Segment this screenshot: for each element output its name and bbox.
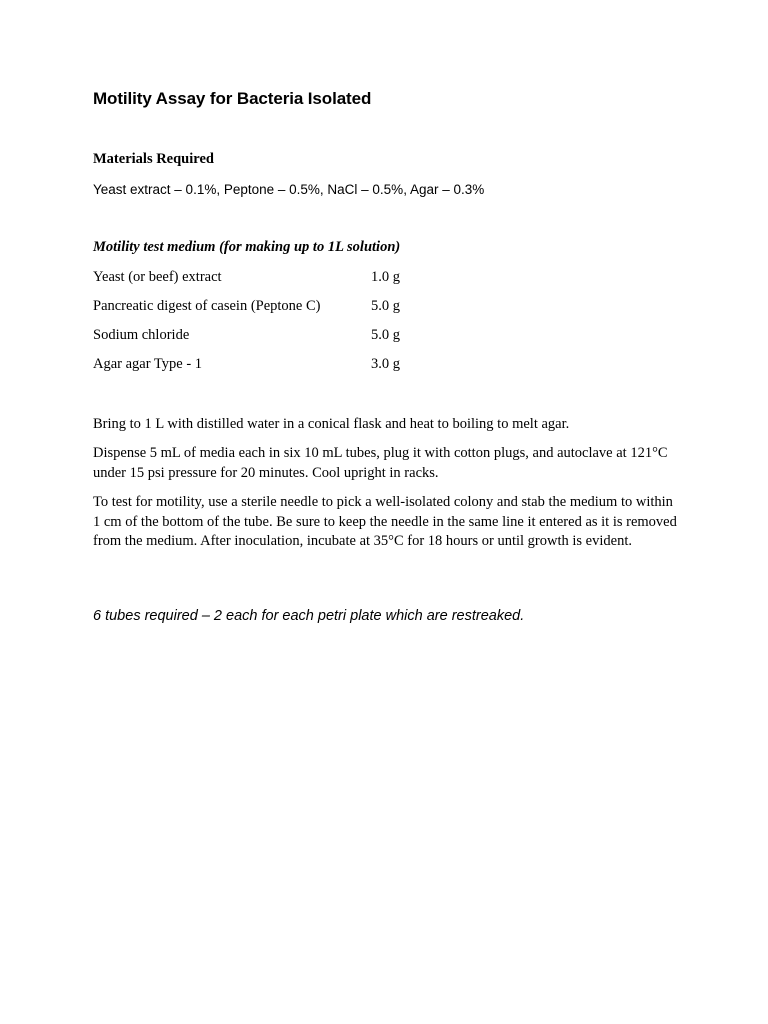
medium-heading: Motility test medium (for making up to 1L solution) xyxy=(93,239,401,255)
ingredient-name: Agar agar Type - 1 xyxy=(93,356,203,372)
ingredient-name: Yeast (or beef) extract xyxy=(93,269,222,285)
materials-heading: Materials Required xyxy=(93,151,214,167)
paragraph-preparation: Bring to 1 L with distilled water in a conical flask and heat to boiling to melt agar. xyxy=(93,416,570,432)
materials-line: Yeast extract – 0.1%, Peptone – 0.5%, NaCl – 0.5%, Agar – 0.3% xyxy=(93,182,485,197)
ingredient-amount: 5.0 g xyxy=(371,298,400,314)
ingredient-name: Sodium chloride xyxy=(93,327,190,343)
ingredient-amount: 3.0 g xyxy=(371,356,400,372)
tubes-note: 6 tubes required – 2 each for each petri plate which are restreaked. xyxy=(93,608,525,624)
paragraph-motility-test: To test for motility, use a sterile needle to pick a well-isolated colony and stab the medium to within 1 cm of the bottom of the tube. Be sure to keep the needle in the same line it entered as it is removed from the medium. After inoculation, incubate at 35°C for 18 hours or until growth is evident. xyxy=(93,494,677,549)
ingredient-amount: 5.0 g xyxy=(371,327,400,343)
document-title: Motility Assay for Bacteria Isolated xyxy=(93,89,372,108)
ingredient-amount: 1.0 g xyxy=(371,269,400,285)
ingredient-name: Pancreatic digest of casein (Peptone C) xyxy=(93,298,321,314)
paragraph-dispense: Dispense 5 mL of media each in six 10 mL tubes, plug it with cotton plugs, and autoclave at 121°C under 15 psi pressure for 20 minutes. Cool upright in racks. xyxy=(93,445,668,481)
